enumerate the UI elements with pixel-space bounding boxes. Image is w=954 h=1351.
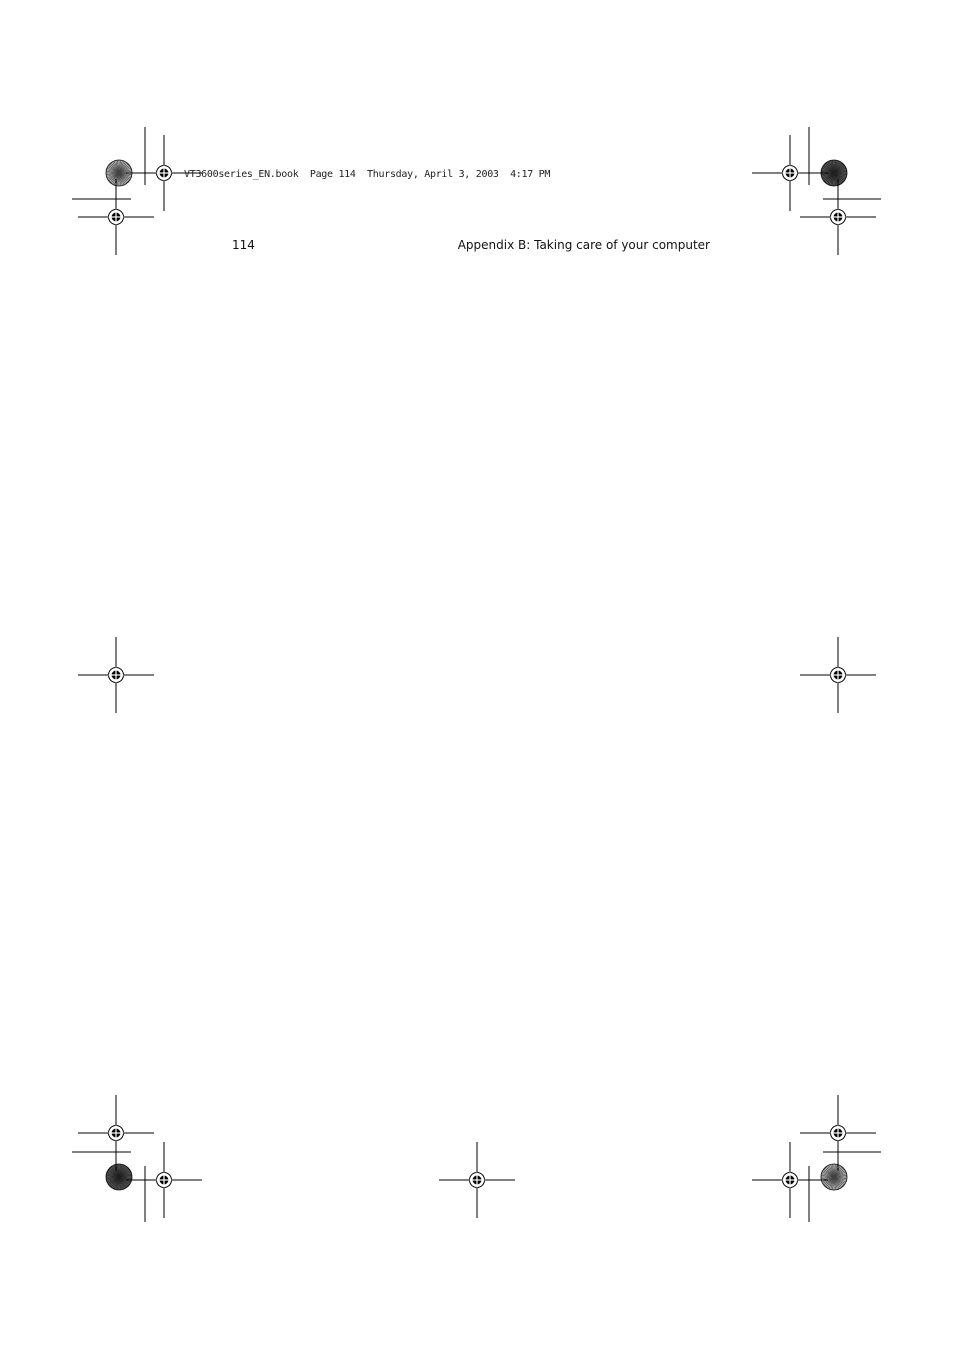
registration-mark bbox=[800, 1095, 876, 1171]
registration-mark bbox=[78, 637, 154, 713]
registration-mark bbox=[439, 1142, 515, 1218]
registration-mark bbox=[78, 179, 154, 255]
registration-mark bbox=[78, 1095, 154, 1171]
registration-mark bbox=[800, 179, 876, 255]
running-header: Appendix B: Taking care of your computer bbox=[457, 238, 710, 252]
registration-mark bbox=[752, 1142, 828, 1218]
registration-mark bbox=[752, 135, 828, 211]
print-slug: VT3600series_EN.book Page 114 Thursday, April 3, 2003 4:17 PM bbox=[184, 169, 551, 180]
registration-mark bbox=[126, 1142, 202, 1218]
color-bar-starburst bbox=[821, 1164, 847, 1190]
registration-mark bbox=[800, 637, 876, 713]
page-number: 114 bbox=[232, 238, 255, 252]
color-bar-starburst bbox=[106, 1164, 132, 1190]
